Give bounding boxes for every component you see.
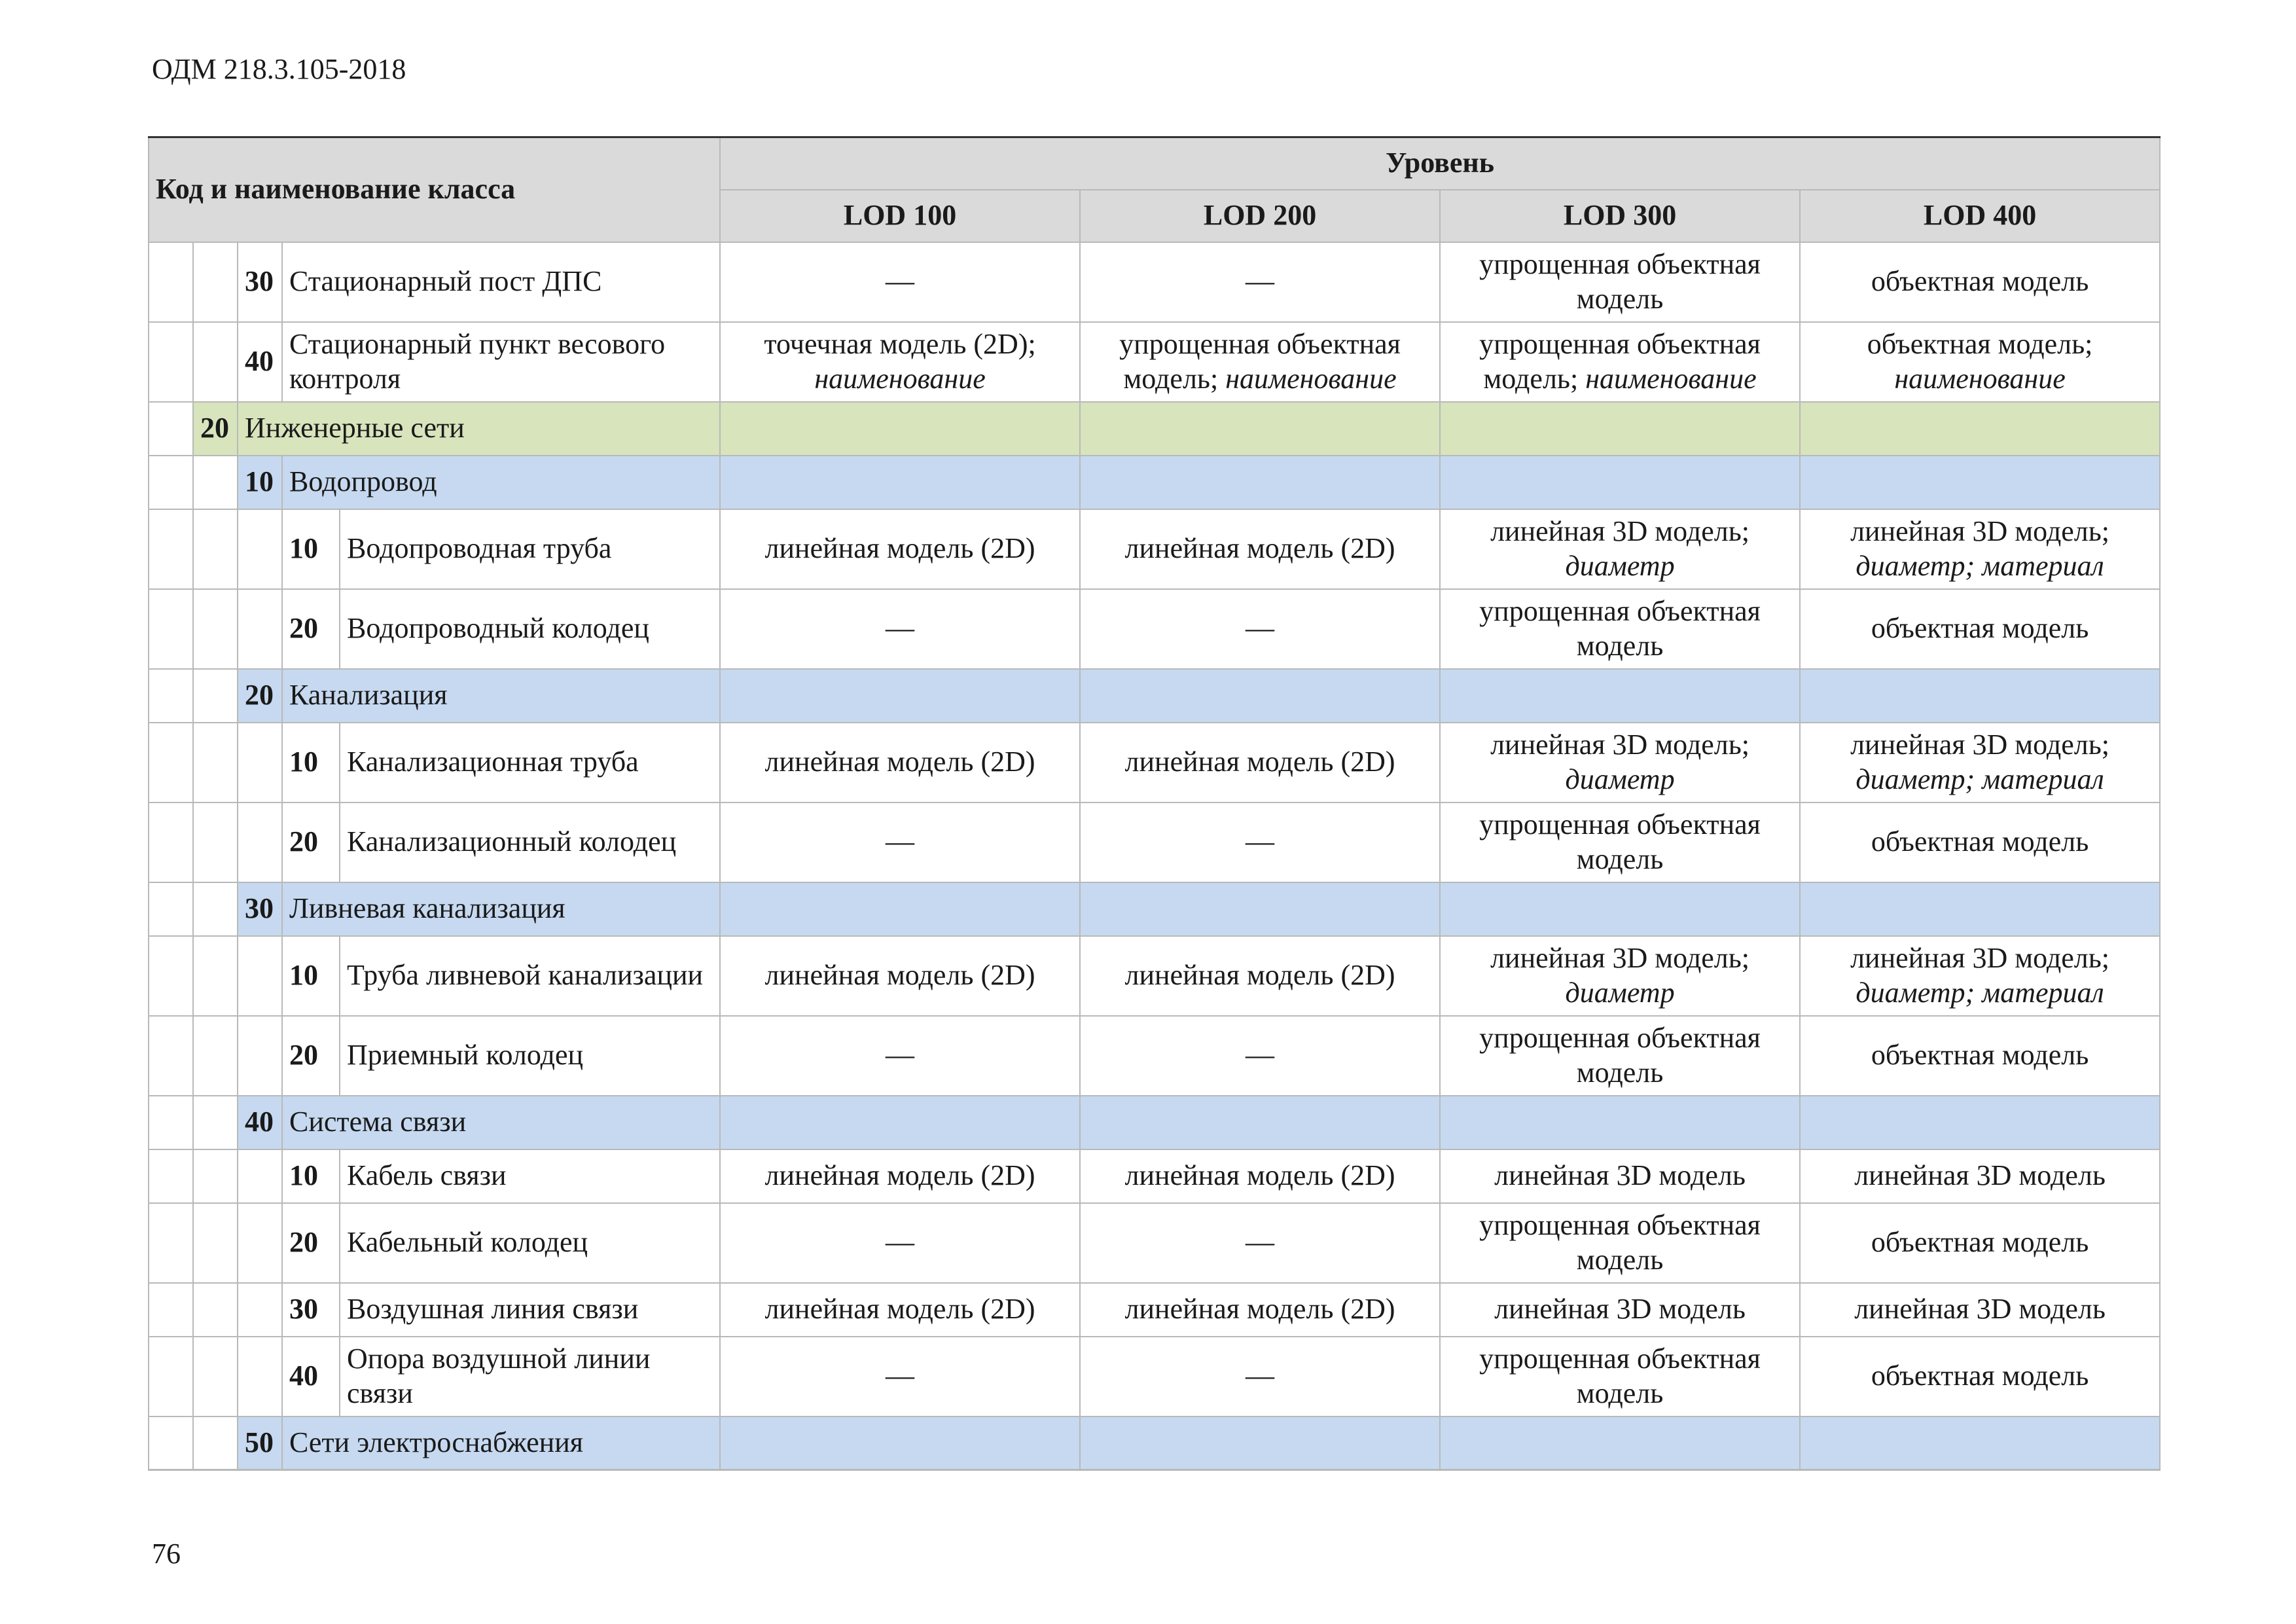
lod-cell-1	[720, 242, 1080, 322]
header-lod-400: LOD 400	[1800, 190, 2160, 242]
class-code: 20	[238, 669, 282, 723]
indent-cell	[238, 1149, 282, 1203]
class-code: 20	[282, 589, 340, 669]
lod-cell-1	[720, 1149, 1080, 1203]
lod-value: линейная модель (2D)	[1124, 746, 1395, 778]
lod-value: —	[886, 1360, 915, 1392]
lod-value: линейная модель (2D)	[764, 1159, 1035, 1192]
lod-cell-4	[1800, 1337, 2160, 1416]
lod-cell-4	[1800, 402, 2160, 456]
lod-value: —	[1246, 612, 1275, 645]
lod-note: диаметр; материал	[1856, 763, 2104, 795]
lod-cell-1	[720, 669, 1080, 723]
lod-cell-2	[1080, 723, 1440, 803]
lod-cell-2	[1080, 669, 1440, 723]
lod-cell-2	[1080, 402, 1440, 456]
table-body	[149, 242, 2160, 1470]
lod-cell-1	[720, 402, 1080, 456]
lod-cell-2	[1080, 242, 1440, 322]
lod-value: модель;	[1123, 362, 1226, 395]
class-name: Стационарный пункт весового контроля	[282, 322, 720, 402]
lod-cell-1	[720, 723, 1080, 803]
indent-cell	[149, 242, 193, 322]
lod-cell-4	[1800, 723, 2160, 803]
indent-cell	[238, 1016, 282, 1096]
indent-cell	[149, 1283, 193, 1337]
class-code: 10	[282, 509, 340, 589]
lod-cell-4	[1800, 936, 2160, 1016]
indent-cell	[149, 456, 193, 509]
lod-cell-2	[1080, 803, 1440, 882]
indent-cell	[238, 509, 282, 589]
indent-cell	[193, 456, 238, 509]
lod-value: упрощенная объектная	[1479, 327, 1761, 360]
lod-value: —	[1246, 1360, 1275, 1392]
lod-cell-4	[1800, 456, 2160, 509]
lod-cell-3	[1440, 803, 1800, 882]
lod-cell-4	[1800, 322, 2160, 402]
class-name: Кабель связи	[340, 1149, 720, 1203]
lod-cell-3	[1440, 1337, 1800, 1416]
class-name: Система связи	[282, 1096, 720, 1149]
table-row	[149, 803, 2160, 882]
header-lod-300: LOD 300	[1440, 190, 1800, 242]
indent-cell	[149, 402, 193, 456]
lod-note: наименование	[814, 362, 986, 395]
table-row	[149, 1016, 2160, 1096]
lod-cell-4	[1800, 803, 2160, 882]
lod-value: —	[1246, 1226, 1275, 1259]
indent-cell	[149, 589, 193, 669]
indent-cell	[193, 1416, 238, 1470]
lod-cell-4	[1800, 509, 2160, 589]
lod-value: линейная 3D модель	[1854, 1293, 2106, 1326]
indent-cell	[193, 1337, 238, 1416]
lod-cell-2	[1080, 1337, 1440, 1416]
lod-cell-2	[1080, 1283, 1440, 1337]
table-group-row	[149, 669, 2160, 723]
class-name: Канализационная труба	[340, 723, 720, 803]
table-row	[149, 589, 2160, 669]
lod-value: объектная модель	[1871, 825, 2089, 858]
indent-cell	[193, 803, 238, 882]
lod-cell-1	[720, 1016, 1080, 1096]
lod-value: линейная 3D модель	[1494, 1159, 1746, 1192]
lod-cell-3	[1440, 456, 1800, 509]
lod-note: диаметр	[1565, 976, 1675, 1009]
lod-cell-1	[720, 1203, 1080, 1283]
indent-cell	[149, 1337, 193, 1416]
class-code: 10	[282, 723, 340, 803]
lod-value: модель;	[1483, 362, 1586, 395]
class-code: 40	[282, 1337, 340, 1416]
lod-value: линейная модель (2D)	[1124, 1159, 1395, 1192]
lod-value: объектная модель	[1871, 612, 2089, 645]
lod-value: линейная модель (2D)	[764, 1293, 1035, 1326]
lod-value: линейная модель (2D)	[764, 746, 1035, 778]
indent-cell	[193, 669, 238, 723]
lod-value: линейная модель (2D)	[1124, 532, 1395, 565]
class-name: Водопроводная труба	[340, 509, 720, 589]
lod-cell-2	[1080, 509, 1440, 589]
lod-cell-2	[1080, 1416, 1440, 1470]
lod-note: диаметр	[1565, 763, 1675, 795]
class-name: Канализация	[282, 669, 720, 723]
lod-cell-2	[1080, 936, 1440, 1016]
indent-cell	[193, 723, 238, 803]
lod-value: —	[886, 1226, 915, 1259]
lod-value: модель	[1576, 1243, 1664, 1276]
lod-cell-4	[1800, 1096, 2160, 1149]
indent-cell	[149, 509, 193, 589]
table-row	[149, 1149, 2160, 1203]
class-code: 10	[282, 1149, 340, 1203]
header-lod-200: LOD 200	[1080, 190, 1440, 242]
classification-table	[148, 136, 2161, 1471]
class-name: Канализационный колодец	[340, 803, 720, 882]
table-row	[149, 322, 2160, 402]
lod-value: упрощенная объектная	[1479, 808, 1761, 840]
lod-cell-3	[1440, 1016, 1800, 1096]
lod-cell-4	[1800, 1283, 2160, 1337]
lod-value: упрощенная объектная	[1479, 594, 1761, 627]
lod-cell-3	[1440, 1096, 1800, 1149]
class-code: 40	[238, 322, 282, 402]
indent-cell	[238, 1337, 282, 1416]
class-name: Сети электроснабжения	[282, 1416, 720, 1470]
lod-value: линейная 3D модель	[1494, 1293, 1746, 1326]
lod-value: линейная 3D модель;	[1850, 728, 2110, 761]
lod-cell-1	[720, 1337, 1080, 1416]
indent-cell	[149, 1416, 193, 1470]
indent-cell	[238, 589, 282, 669]
lod-value: линейная 3D модель;	[1490, 728, 1750, 761]
indent-cell	[193, 1016, 238, 1096]
lod-value: объектная модель	[1871, 1360, 2089, 1392]
table-group-row	[149, 456, 2160, 509]
lod-value: упрощенная объектная	[1479, 1208, 1761, 1241]
indent-cell	[238, 723, 282, 803]
class-name: Опора воздушной линии связи	[340, 1337, 720, 1416]
indent-cell	[193, 589, 238, 669]
lod-cell-1	[720, 803, 1080, 882]
lod-value: линейная 3D модель	[1854, 1159, 2106, 1192]
lod-value: линейная модель (2D)	[1124, 1293, 1395, 1326]
header-class-column: Код и наименование класса	[149, 137, 720, 242]
indent-cell	[149, 669, 193, 723]
lod-cell-3	[1440, 1283, 1800, 1337]
lod-value: —	[1246, 825, 1275, 858]
indent-cell	[238, 1203, 282, 1283]
header-lod-100: LOD 100	[720, 190, 1080, 242]
table-row	[149, 723, 2160, 803]
class-name: Стационарный пост ДПС	[282, 242, 720, 322]
lod-value: объектная модель	[1871, 265, 2089, 298]
class-name: Водопроводный колодец	[340, 589, 720, 669]
lod-cell-3	[1440, 242, 1800, 322]
class-code: 20	[282, 1203, 340, 1283]
indent-cell	[193, 1149, 238, 1203]
lod-cell-3	[1440, 1203, 1800, 1283]
indent-cell	[149, 1203, 193, 1283]
indent-cell	[193, 936, 238, 1016]
lod-value: упрощенная объектная	[1479, 247, 1761, 280]
lod-cell-3	[1440, 1416, 1800, 1470]
lod-value: объектная модель;	[1867, 327, 2093, 360]
lod-value: объектная модель	[1871, 1039, 2089, 1072]
class-code: 30	[282, 1283, 340, 1337]
class-code: 10	[238, 456, 282, 509]
class-code: 30	[238, 882, 282, 936]
lod-cell-1	[720, 589, 1080, 669]
class-code: 20	[282, 1016, 340, 1096]
lod-cell-2	[1080, 456, 1440, 509]
indent-cell	[193, 882, 238, 936]
lod-value: модель	[1576, 1056, 1664, 1089]
lod-value: линейная модель (2D)	[764, 532, 1035, 565]
indent-cell	[149, 1149, 193, 1203]
lod-cell-4	[1800, 1149, 2160, 1203]
class-code: 10	[282, 936, 340, 1016]
indent-cell	[238, 936, 282, 1016]
lod-cell-1	[720, 882, 1080, 936]
class-name: Инженерные сети	[238, 402, 720, 456]
table-row	[149, 242, 2160, 322]
lod-value: линейная модель (2D)	[764, 959, 1035, 992]
indent-cell	[149, 723, 193, 803]
lod-cell-4	[1800, 589, 2160, 669]
lod-value: —	[886, 612, 915, 645]
document-header: ОДМ 218.3.105-2018	[152, 53, 406, 85]
lod-cell-1	[720, 1096, 1080, 1149]
lod-value: объектная модель	[1871, 1226, 2089, 1259]
class-code: 50	[238, 1416, 282, 1470]
lod-cell-3	[1440, 723, 1800, 803]
lod-cell-3	[1440, 589, 1800, 669]
lod-value: линейная 3D модель;	[1490, 941, 1750, 974]
lod-cell-3	[1440, 402, 1800, 456]
indent-cell	[149, 803, 193, 882]
lod-value: линейная 3D модель;	[1490, 514, 1750, 547]
indent-cell	[238, 803, 282, 882]
table-row	[149, 1203, 2160, 1283]
header-level-group: Уровень	[720, 137, 2160, 190]
lod-cell-4	[1800, 882, 2160, 936]
table-row	[149, 1337, 2160, 1416]
lod-value: линейная 3D модель;	[1850, 941, 2110, 974]
lod-value: модель	[1576, 1377, 1664, 1409]
indent-cell	[149, 322, 193, 402]
lod-value: упрощенная объектная	[1119, 327, 1401, 360]
lod-cell-2	[1080, 1149, 1440, 1203]
lod-cell-2	[1080, 1016, 1440, 1096]
lod-cell-1	[720, 509, 1080, 589]
lod-cell-3	[1440, 509, 1800, 589]
lod-cell-4	[1800, 242, 2160, 322]
lod-cell-2	[1080, 1203, 1440, 1283]
lod-cell-3	[1440, 1149, 1800, 1203]
lod-cell-1	[720, 936, 1080, 1016]
class-code: 20	[193, 402, 238, 456]
lod-cell-4	[1800, 1016, 2160, 1096]
lod-value: модель	[1576, 282, 1664, 315]
lod-note: диаметр	[1565, 549, 1675, 582]
lod-value: —	[1246, 1039, 1275, 1072]
lod-value: точечная модель (2D);	[764, 327, 1036, 360]
page-number: 76	[152, 1538, 181, 1570]
lod-cell-1	[720, 1283, 1080, 1337]
indent-cell	[193, 322, 238, 402]
lod-value: —	[886, 1039, 915, 1072]
lod-value: —	[886, 265, 915, 298]
table-row	[149, 936, 2160, 1016]
lod-value: —	[886, 825, 915, 858]
indent-cell	[149, 1096, 193, 1149]
lod-cell-4	[1800, 1203, 2160, 1283]
lod-cell-1	[720, 456, 1080, 509]
lod-value: линейная 3D модель;	[1850, 514, 2110, 547]
table-group-row	[149, 1416, 2160, 1470]
lod-cell-2	[1080, 589, 1440, 669]
lod-cell-2	[1080, 1096, 1440, 1149]
class-name: Воздушная линия связи	[340, 1283, 720, 1337]
class-name: Водопровод	[282, 456, 720, 509]
class-name: Ливневая канализация	[282, 882, 720, 936]
lod-cell-4	[1800, 1416, 2160, 1470]
lod-value: модель	[1576, 629, 1664, 662]
lod-cell-1	[720, 1416, 1080, 1470]
indent-cell	[149, 936, 193, 1016]
lod-value: упрощенная объектная	[1479, 1021, 1761, 1054]
lod-cell-3	[1440, 322, 1800, 402]
lod-value: упрощенная объектная	[1479, 1342, 1761, 1375]
lod-note: наименование	[1585, 362, 1757, 395]
table-group-row	[149, 1096, 2160, 1149]
lod-note: диаметр; материал	[1856, 549, 2104, 582]
table-group-row	[149, 882, 2160, 936]
lod-cell-1	[720, 322, 1080, 402]
indent-cell	[193, 242, 238, 322]
lod-note: наименование	[1894, 362, 2066, 395]
lod-cell-2	[1080, 322, 1440, 402]
indent-cell	[149, 1016, 193, 1096]
indent-cell	[149, 882, 193, 936]
lod-value: —	[1246, 265, 1275, 298]
lod-value: модель	[1576, 842, 1664, 875]
lod-cell-3	[1440, 882, 1800, 936]
class-name: Приемный колодец	[340, 1016, 720, 1096]
indent-cell	[193, 1203, 238, 1283]
class-code: 40	[238, 1096, 282, 1149]
class-name: Кабельный колодец	[340, 1203, 720, 1283]
indent-cell	[193, 1096, 238, 1149]
lod-cell-4	[1800, 669, 2160, 723]
table-group-row	[149, 402, 2160, 456]
lod-note: диаметр; материал	[1856, 976, 2104, 1009]
class-code: 30	[238, 242, 282, 322]
indent-cell	[193, 1283, 238, 1337]
indent-cell	[193, 509, 238, 589]
indent-cell	[238, 1283, 282, 1337]
class-code: 20	[282, 803, 340, 882]
lod-cell-3	[1440, 669, 1800, 723]
lod-value: линейная модель (2D)	[1124, 959, 1395, 992]
class-name: Труба ливневой канализации	[340, 936, 720, 1016]
lod-cell-2	[1080, 882, 1440, 936]
table-row	[149, 509, 2160, 589]
lod-note: наименование	[1225, 362, 1397, 395]
lod-cell-3	[1440, 936, 1800, 1016]
table-row	[149, 1283, 2160, 1337]
